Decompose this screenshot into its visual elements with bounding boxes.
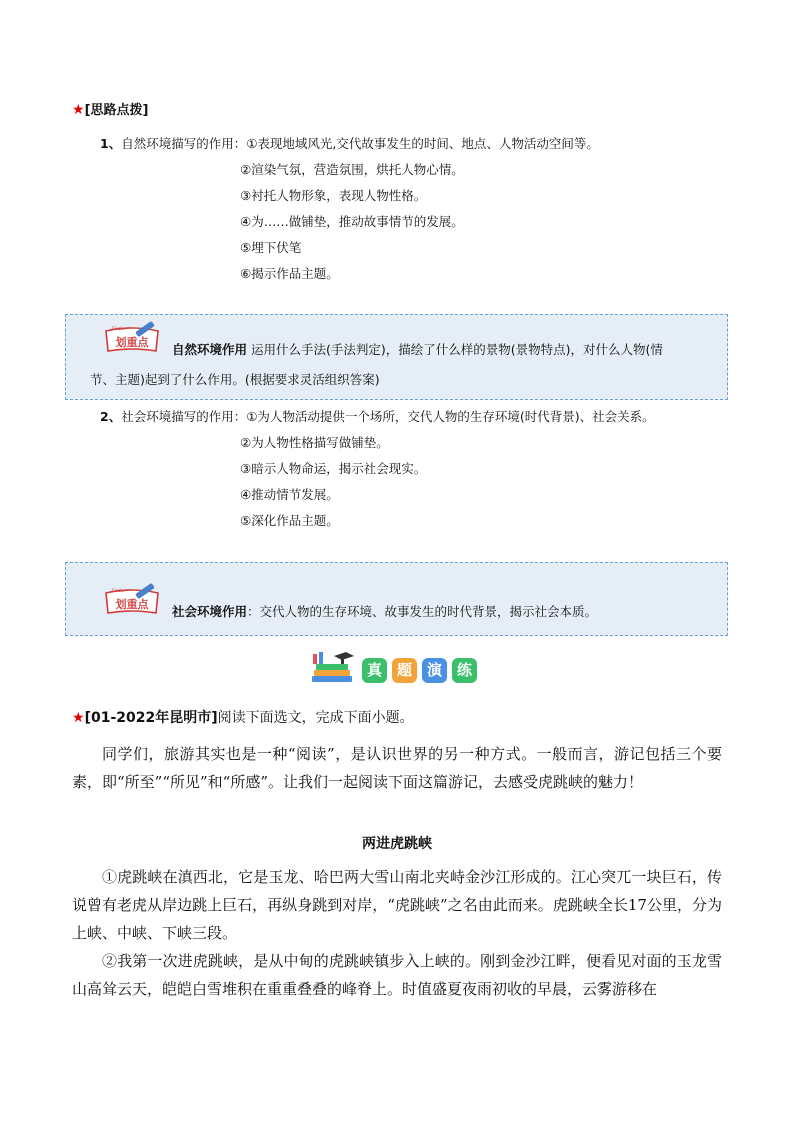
banner-tile-3 — [422, 658, 447, 683]
question-source: [01-2022年昆明市] — [84, 710, 218, 726]
note2-key: 社会环境作用 — [172, 604, 248, 619]
article-paragraph-1: ①虎跳峡在滇西北，它是玉龙、哈巴两大雪山南北夹峙金沙江形成的。江心突兀一块巨石，传说曾有老虎从岸边跳上巨石，再纵身跳到对岸，“虎跳峡”之名由此而来。虎跳峡全长17公里，分为上峡、中峡、下峡三段。 — [72, 868, 722, 942]
article-paragraph-2: ②我第一次进虎跳峡，是从中甸的虎跳峡镇步入上峡的。刚到金沙江畔，便看见对面的玉龙雪山高耸云天，皑皑白雪堆积在重重叠叠的峰脊上。时值盛夏夜雨初收的早晨，云雾游移在 — [72, 952, 722, 998]
highlight-badge-icon — [102, 321, 162, 355]
note1-text-line1: 运用什么手法(手法判定)，描绘了什么样的景物(景物特点)，对什么人物(情 — [247, 342, 663, 357]
social-item-3: ③暗示人物命运，揭示社会现实。 — [240, 461, 427, 476]
key-point-box-social — [65, 562, 728, 636]
natural-item-3: ③衬托人物形象，表现人物性格。 — [240, 188, 427, 203]
natural-item-1: ①表现地域风光,交代故事发生的时间、地点、人物活动空间等。 — [246, 136, 599, 151]
note1-key: 自然环境作用 — [172, 342, 248, 357]
note1-line2: 节、主题)起到了什么作用。(根据要求灵活组织答案) — [90, 372, 380, 387]
social-heading-line — [100, 408, 655, 426]
badge-small-text: Circle — [111, 327, 125, 332]
note2-line — [172, 599, 717, 624]
social-heading: 社会环境描写的作用： — [121, 409, 247, 424]
banner-char-1: 真 — [366, 661, 382, 679]
natural-heading: 自然环境描写的作用： — [121, 136, 247, 151]
natural-item-6: ⑥揭示作品主题。 — [240, 266, 339, 281]
social-item-1: ①为人物活动提供一个场所，交代人物的生存环境(时代背景)、社会关系。 — [246, 409, 655, 424]
banner-char-2: 题 — [396, 661, 412, 679]
natural-number: 1、 — [100, 136, 122, 151]
highlight-badge-icon — [102, 583, 162, 617]
banner-char-4: 练 — [456, 661, 472, 679]
badge-label: 划重点 — [115, 336, 149, 349]
question-header — [72, 708, 414, 728]
natural-heading-line — [100, 135, 599, 153]
intro-paragraph: 同学们，旅游其实也是一种“阅读”，是认识世界的另一种方式。一般而言，游记包括三个要素，即“所至”“所见”和“所感”。让我们一起阅读下面这篇游记，去感受虎跳峡的魅力！ — [72, 745, 722, 791]
section-header — [72, 101, 148, 120]
banner-char-3: 演 — [426, 661, 442, 679]
question-instruction: 阅读下面选文，完成下面小题。 — [217, 710, 414, 726]
social-number: 2、 — [100, 409, 122, 424]
section-title: [思路点拨] — [84, 103, 149, 118]
badge-label: 划重点 — [115, 598, 149, 611]
social-item-2: ②为人物性格描写做铺垫。 — [240, 435, 389, 450]
social-item-4: ④推动情节发展。 — [240, 487, 339, 502]
natural-item-4: ④为……做铺垫，推动故事情节的发展。 — [240, 214, 464, 229]
banner-tile-2 — [392, 658, 417, 683]
natural-item-5: ⑤埋下伏笔 — [240, 240, 302, 255]
note2-text: ：交代人物的生存环境、故事发生的时代背景，揭示社会本质。 — [247, 604, 598, 619]
badge-small-text: Circle — [111, 589, 125, 594]
banner-tile-1 — [362, 658, 387, 683]
banner-tile-4 — [452, 658, 477, 683]
star-icon: ★ — [72, 102, 85, 118]
key-point-box-natural — [65, 314, 728, 400]
star-icon: ★ — [72, 710, 85, 726]
natural-item-2: ②渲染气氛，营造氛围，烘托人物心情。 — [240, 162, 464, 177]
note1-line1 — [172, 337, 717, 362]
article-title: 两进虎跳峡 — [362, 836, 432, 852]
practice-banner — [310, 650, 490, 688]
social-item-5: ⑤深化作品主题。 — [240, 513, 339, 528]
books-icon — [310, 652, 356, 686]
